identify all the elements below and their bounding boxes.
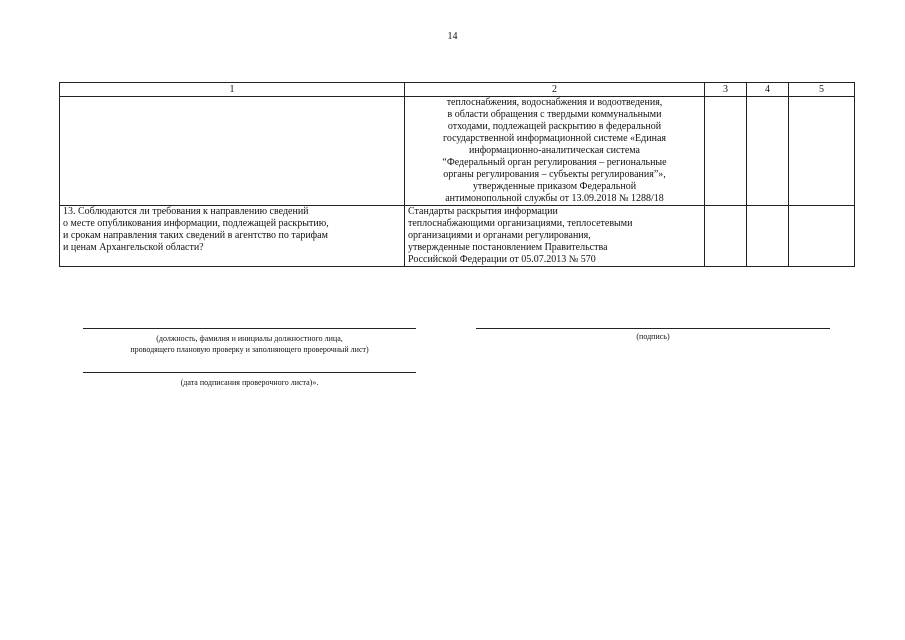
text-line: о месте опубликования информации, подлежащей раскрытию, bbox=[63, 218, 329, 229]
checklist-table bbox=[59, 82, 855, 267]
date-caption: (дата подписания проверочного листа)». bbox=[180, 378, 319, 387]
row-2-col-5 bbox=[789, 206, 855, 267]
table-row bbox=[60, 97, 855, 206]
date-signature-line bbox=[83, 372, 416, 373]
text-line: Стандарты раскрытия информации bbox=[408, 206, 558, 217]
row-2-question bbox=[60, 206, 405, 267]
text-line: государственной информационной системе «Единая bbox=[443, 133, 666, 144]
row-2-col-3 bbox=[705, 206, 747, 267]
position-caption bbox=[83, 333, 416, 355]
table-header-row bbox=[60, 83, 855, 97]
header-col-3: 3 bbox=[705, 83, 747, 97]
text-line: информационно-аналитическая система bbox=[469, 145, 640, 156]
text-line: и срокам направления таких сведений в агентство по тарифам bbox=[63, 230, 328, 241]
text-line: утвержденные приказом Федеральной bbox=[472, 181, 637, 192]
text-line: органы регулирования – субъекты регулирования”», bbox=[443, 169, 666, 180]
row-1-col-5 bbox=[789, 97, 855, 206]
text-line: теплоснабжения, водоснабжения и водоотведения, bbox=[446, 97, 663, 108]
signature-caption: (подпись) bbox=[636, 332, 670, 341]
row-1-col-3 bbox=[705, 97, 747, 206]
text-line: и ценам Архангельской области? bbox=[63, 242, 204, 253]
header-col-2: 2 bbox=[405, 83, 705, 97]
position-caption-line-2: проводящего плановую проверку и заполняющего проверочный лист) bbox=[130, 345, 369, 354]
row-1-legal-basis bbox=[405, 97, 705, 206]
row-2-col-4 bbox=[747, 206, 789, 267]
header-col-1: 1 bbox=[60, 83, 405, 97]
text-line: организациями и органами регулирования, bbox=[408, 230, 591, 241]
text-line: теплоснабжающими организациями, теплосетевыми bbox=[408, 218, 633, 229]
header-col-4: 4 bbox=[747, 83, 789, 97]
position-signature-line bbox=[83, 328, 416, 329]
text-line: в области обращения с твердыми коммунальными bbox=[447, 109, 662, 120]
text-line: “Федеральный орган регулирования – региональные bbox=[442, 157, 667, 168]
text-line: 13. Соблюдаются ли требования к направлению сведений bbox=[63, 206, 309, 217]
text-line: антимонопольной службы от 13.09.2018 № 1288/18 bbox=[445, 193, 664, 204]
text-line: отходами, подлежащей раскрытию в федеральной bbox=[447, 121, 662, 132]
table-row bbox=[60, 206, 855, 267]
row-1-col-4 bbox=[747, 97, 789, 206]
page-number: 14 bbox=[447, 31, 458, 42]
row-2-legal-basis bbox=[405, 206, 705, 267]
row-1-question bbox=[60, 97, 405, 206]
signature-line bbox=[476, 328, 830, 329]
text-line: Российской Федерации от 05.07.2013 № 570 bbox=[408, 254, 596, 265]
position-caption-line-1: (должность, фамилия и инициалы должностного лица, bbox=[156, 334, 343, 343]
text-line: утвержденные постановлением Правительства bbox=[408, 242, 608, 253]
header-col-5: 5 bbox=[789, 83, 855, 97]
